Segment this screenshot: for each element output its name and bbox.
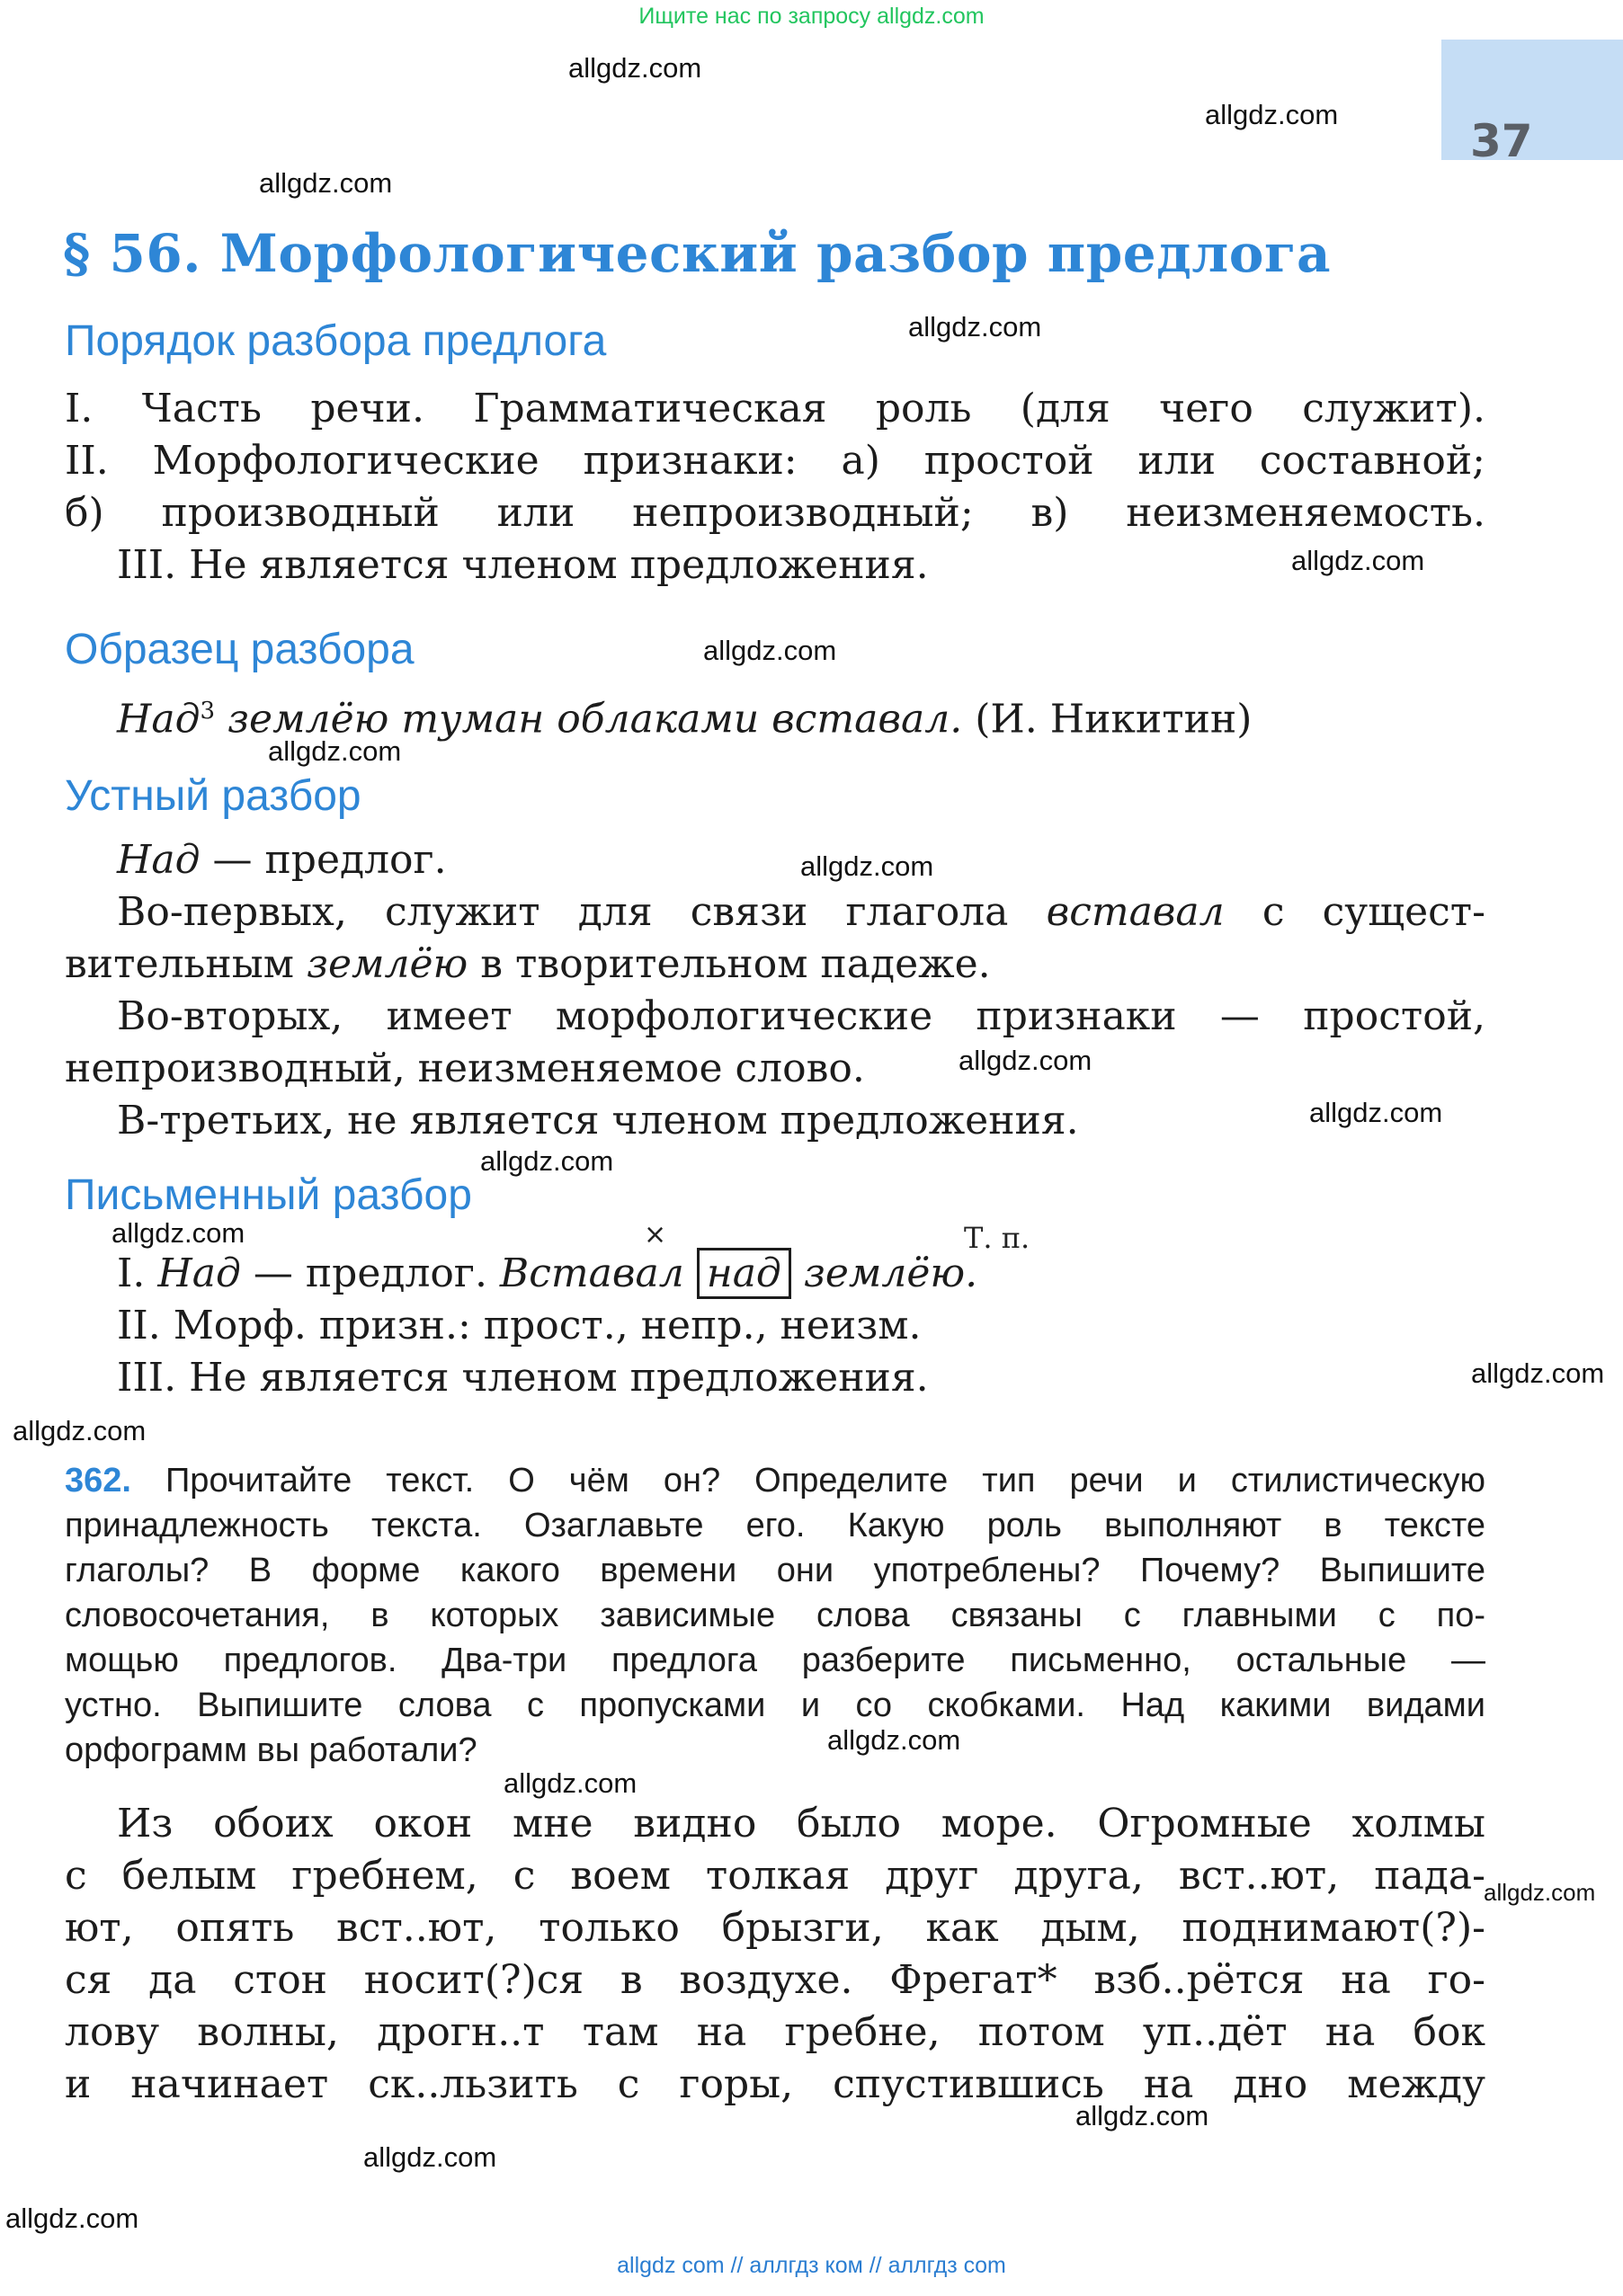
cross-mark: × xyxy=(644,1219,667,1250)
task-line-7: орфограмм вы работали? xyxy=(65,1731,477,1769)
top-banner[interactable]: Ищите нас по запросу allgdz.com xyxy=(638,4,985,29)
watermark: allgdz.com xyxy=(800,850,934,882)
sample-preposition: Над xyxy=(117,696,201,743)
oral-line-6: В-третьих, не является членом предложения. xyxy=(117,1098,1079,1144)
oral-line-2-b: с сущест- xyxy=(1224,889,1485,935)
watermark: allgdz.com xyxy=(1205,99,1339,130)
boxed-preposition: над xyxy=(697,1248,791,1299)
watermark: allgdz.com xyxy=(1075,2100,1209,2131)
written-line-1 xyxy=(117,1248,977,1300)
task-line-4: словосочетания, в которых зависимые слова связаны с главными с по- xyxy=(65,1597,1485,1634)
passage-line-1: Из обоих окон мне видно было море. Огромные холмы xyxy=(117,1801,1485,1847)
watermark: allgdz.com xyxy=(504,1767,638,1799)
watermark: allgdz.com xyxy=(111,1217,245,1249)
watermark: allgdz.com xyxy=(480,1145,614,1177)
oral-heading: Устный разбор xyxy=(65,772,361,820)
task-line-6: устно. Выпишите слова с пропусками и со скобками. Над какими видами xyxy=(65,1686,1485,1724)
watermark: allgdz.com xyxy=(13,1415,147,1446)
watermark: allgdz.com xyxy=(259,167,393,199)
order-line-4: III. Не является членом предложения. xyxy=(117,542,929,588)
written-line-1-mid: — предлог. xyxy=(240,1250,500,1296)
sample-superscript: 3 xyxy=(200,698,216,725)
sample-author: (И. Никитин) xyxy=(962,696,1253,743)
task-line-1-text: Прочитайте текст. О чём он? Определите тип речи и стилистическую xyxy=(130,1462,1485,1500)
bottom-banner[interactable]: allgdz com // аллгдз ком // аллгдз com xyxy=(617,2253,1006,2278)
watermark: allgdz.com xyxy=(703,635,837,666)
watermark: allgdz.com xyxy=(363,2141,497,2173)
written-line-2: II. Морф. призн.: прост., непр., неизм. xyxy=(117,1303,922,1348)
oral-line-3 xyxy=(65,939,991,991)
oral-noun: землёю xyxy=(306,941,468,987)
order-heading: Порядок разбора предлога xyxy=(65,317,607,365)
written-heading: Письменный разбор xyxy=(65,1171,472,1219)
task-line-1 xyxy=(65,1458,1485,1503)
watermark: allgdz.com xyxy=(568,52,702,84)
order-line-3: б) производный или непроизводный; в) неизменяемость. xyxy=(65,490,1485,536)
task-line-5: мощью предлогов. Два-три предлога разберите письменно, остальные — xyxy=(65,1642,1485,1679)
oral-line-1 xyxy=(117,834,447,886)
passage-line-5: лову волны, дрогн..т там на гребне, потом уп..дёт на бок xyxy=(65,2009,1485,2055)
oral-line-3-b: в творительном падеже. xyxy=(468,941,991,987)
watermark: allgdz.com xyxy=(5,2203,139,2234)
oral-verb: вставал xyxy=(1046,889,1225,935)
task-line-2: принадлежность текста. Озаглавьте его. Какую роль выполняют в тексте xyxy=(65,1507,1485,1544)
passage-line-6: и начинает ск..льзить с горы, спустившись на дно между xyxy=(65,2061,1485,2107)
written-line-3: III. Не является членом предложения. xyxy=(117,1355,929,1401)
task-number: 362. xyxy=(65,1462,131,1500)
order-line-1: I. Часть речи. Грамматическая роль (для чего служит). xyxy=(65,386,1485,432)
watermark: allgdz.com xyxy=(959,1045,1092,1076)
watermark: allgdz.com xyxy=(1309,1097,1443,1128)
oral-preposition: Над xyxy=(117,837,201,883)
written-noun: землёю. xyxy=(803,1250,978,1296)
page-number: 37 xyxy=(1470,115,1533,167)
watermark: allgdz.com xyxy=(1471,1357,1605,1389)
case-mark: Т. п. xyxy=(964,1221,1030,1255)
passage-line-3: ют, опять вст..ют, только брызги, как дым, поднимают(?)- xyxy=(65,1905,1485,1951)
passage-line-4: ся да стон носит(?)ся в воздухе. Фрегат* взб..рётся на го- xyxy=(65,1957,1485,2003)
oral-line-2 xyxy=(117,886,1485,939)
watermark: allgdz.com xyxy=(1291,545,1425,576)
task-line-3: глаголы? В форме какого времени они употреблены? Почему? Выпишите xyxy=(65,1552,1485,1589)
watermark: allgdz.com xyxy=(827,1724,961,1756)
watermark: allgdz.com xyxy=(1484,1879,1596,1906)
sample-text: землёю туман облаками вставал. xyxy=(215,696,963,743)
oral-line-5: непроизводный, неизменяемое слово. xyxy=(65,1046,865,1091)
oral-line-4: Во-вторых, имеет морфологические признаки — простой, xyxy=(117,993,1485,1039)
sample-heading: Образец разбора xyxy=(65,626,415,673)
oral-line-2-a: Во-первых, служит для связи глагола xyxy=(117,889,1047,935)
watermark: allgdz.com xyxy=(908,311,1042,343)
passage-line-2: с белым гребнем, с воем толкая друг друга, вст..ют, пада- xyxy=(65,1853,1485,1899)
watermark: allgdz.com xyxy=(268,735,402,767)
written-verb: Вставал xyxy=(499,1250,684,1296)
oral-line-1-rest: — предлог. xyxy=(200,837,447,883)
section-title: § 56. Морфологический разбор предлога xyxy=(63,223,1332,284)
order-line-2: II. Морфологические признаки: а) простой или составной; xyxy=(65,438,1485,484)
written-numeral: I. xyxy=(117,1250,158,1296)
written-preposition: Над xyxy=(157,1250,241,1296)
oral-line-3-a: вительным xyxy=(65,941,307,987)
